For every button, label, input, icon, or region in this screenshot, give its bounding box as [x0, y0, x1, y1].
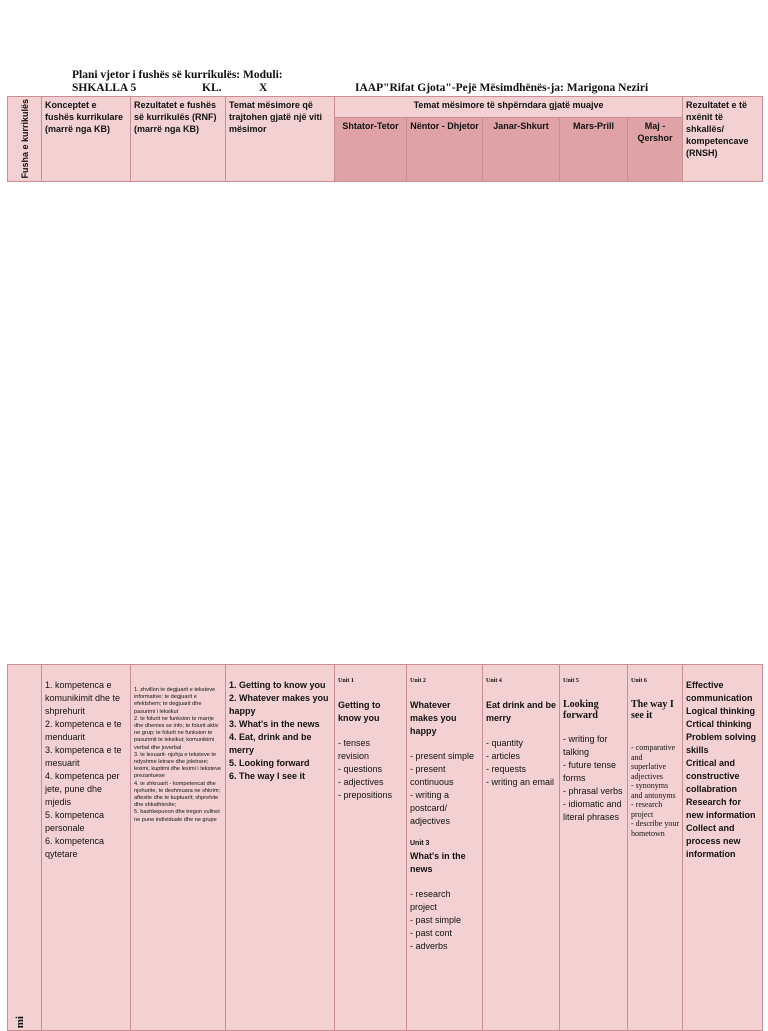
fusha-cell — [8, 665, 42, 1031]
topic-item: - quantity — [486, 738, 524, 748]
nentor-dhjetor-cell — [407, 665, 483, 1031]
unit-topics — [338, 737, 403, 802]
unit-topics — [563, 733, 624, 824]
unit-title: Whatever makes you happy — [410, 700, 457, 736]
month-shtator-tetor: Shtator-Tetor — [335, 117, 407, 181]
temat-header: Temat mësimore që trajtohen gjatë një viti mësimor — [226, 97, 335, 182]
rnf-cell — [131, 665, 226, 1031]
topic-item: - describe your hometown — [631, 819, 679, 838]
competence-item: 3. kompetenca e te mesuarit — [45, 745, 122, 768]
plan-header-table — [7, 96, 763, 182]
competence-item: 4. kompetenca per jete, pune dhe mjedis — [45, 771, 120, 807]
month-maj-qershor: Maj - Qershor — [628, 117, 683, 181]
unit-topics — [410, 750, 479, 828]
theme-item: 5. Looking forward — [229, 758, 310, 768]
topic-item: - prepositions — [338, 790, 393, 800]
rnsh-cell — [683, 665, 763, 1031]
topic-item: - synonyms and antonyms — [631, 781, 676, 800]
unit-title: What's in the news — [410, 851, 466, 874]
rnf-list — [134, 687, 222, 824]
topic-item: - writing an email — [486, 777, 555, 787]
plan-title: Plani vjetor i fushës së kurrikulës: Moduli: — [72, 69, 283, 81]
topic-item: - research project — [410, 889, 451, 912]
fusha-header: Fusha e kurrikulës — [8, 97, 42, 182]
outcome-item: Crtical thinking — [686, 719, 752, 729]
competences-cell — [42, 665, 131, 1031]
unit-topics — [410, 888, 479, 953]
rnf-header: Rezultatet e fushës së kurrikulës (RNF) (marrë nga KB) — [131, 97, 226, 182]
theme-item: 4. Eat, drink and be merry — [229, 732, 312, 755]
shkalla-label: SHKALLA 5 — [72, 82, 137, 94]
topic-item: - questions — [338, 764, 383, 774]
themes-cell — [226, 665, 335, 1031]
outcome-item: Effective communication — [686, 680, 753, 703]
rnf-item: 5. bashkepunon dhe tregon vullnet ne pune individuale dhe ne grupe — [134, 809, 220, 823]
month-nentor-dhjetor: Nëntor - Dhjetor — [407, 117, 483, 181]
shtator-tetor-cell — [335, 665, 407, 1031]
topic-item: - adjectives — [338, 777, 384, 787]
class-label: KL. — [202, 82, 222, 94]
topic-item: - writing a postcard/ adjectives — [410, 790, 451, 826]
rnsh-header: Rezultatet e të nxënit të shkallës/ kompetencave (RNSH) — [683, 97, 763, 182]
rnf-item: 1. zhvillon te degjuarit e teksteve informative; te degjuarit e efektshem; te degjuarit dhe pasurimi i leksikut — [134, 687, 216, 715]
rnf-item: 3. te lexuarit- njohja e teksteve te ndyshme letrare dhe joletrare; leximi, kuptimi dhe leximi i teksteve prezantuese — [134, 751, 222, 780]
janar-shkurt-cell — [483, 665, 560, 1031]
outcome-item: Research for new information — [686, 797, 756, 820]
theme-item: 6. The way I see it — [229, 771, 306, 781]
themes-list — [229, 679, 331, 783]
fusha-side-label: mi — [14, 1015, 26, 1028]
unit-label: Unit 2 — [410, 678, 426, 684]
outcome-item: Logical thinking — [686, 706, 755, 716]
unit-label: Unit 3 — [410, 840, 430, 847]
mars-prill-cell — [560, 665, 628, 1031]
topic-item: - comparative and superlative adjectives — [631, 743, 676, 781]
unit-label: Unit 5 — [563, 678, 579, 684]
topic-item: - tenses revision — [338, 738, 371, 761]
month-mars-prill: Mars-Prill — [560, 117, 628, 181]
plan-content-table — [7, 664, 763, 1031]
unit-label: Unit 4 — [486, 678, 502, 684]
topic-item: - adverbs — [410, 941, 448, 951]
competence-item: 2. kompetenca e te menduarit — [45, 719, 122, 742]
competence-item: 1. kompetenca e komunikimit dhe te shprehurit — [45, 680, 121, 716]
unit-title: Getting to know you — [338, 700, 381, 723]
theme-item: 1. Getting to know you — [229, 680, 326, 690]
konceptet-header: Konceptet e fushës kurrikulare (marrë nga KB) — [42, 97, 131, 182]
outcome-item: Collect and process new information — [686, 823, 741, 859]
competence-item: 6. kompetenca qytetare — [45, 836, 105, 859]
topic-item: - research project — [631, 800, 663, 819]
topic-item: - present continuous — [410, 764, 454, 787]
topic-item: - past cont — [410, 928, 453, 938]
topic-item: - articles — [486, 751, 521, 761]
topic-item: - past simple — [410, 915, 462, 925]
unit-title: Eat drink and be merry — [486, 700, 557, 723]
maj-qershor-cell — [628, 665, 683, 1031]
topic-item: - requests — [486, 764, 527, 774]
topic-item: - phrasal verbs - idiomatic and literal phrases — [563, 786, 623, 822]
outcome-item: Problem solving skills — [686, 732, 757, 755]
unit-topics — [631, 743, 679, 838]
unit-title: The way I see it — [631, 699, 674, 721]
unit-title: Looking forward — [563, 699, 599, 721]
unit-label: Unit 1 — [338, 678, 354, 684]
month-janar-shkurt: Janar-Shkurt — [483, 117, 560, 181]
topic-item: - writing for talking — [563, 734, 608, 757]
topic-item: - future tense forms — [563, 760, 617, 783]
unit-label: Unit 6 — [631, 678, 647, 684]
temat-shperndara-header: Temat mësimore të shpërndara gjatë muajve — [335, 97, 683, 118]
class-value: X — [259, 82, 268, 94]
competences-list — [45, 679, 127, 861]
outcomes-list — [686, 679, 759, 861]
rnf-item: 4. te shkruarit - kompetencat dhe njohurite, te deshmuara ne shkrim; aftesite dhe te kuptuarit; shprehite dhe shkathtesite; — [134, 780, 221, 809]
competence-item: 5. kompetenca personale — [45, 810, 105, 833]
school-teacher-line: IAAP"Rifat Gjota"-Pejë Mësimdhënës-ja: Marigona Neziri — [355, 82, 649, 94]
topic-item: - present simple — [410, 751, 475, 761]
unit-topics — [486, 737, 556, 789]
outcome-item: Critical and constructive collabration — [686, 758, 740, 794]
theme-item: 3. What's in the news — [229, 719, 320, 729]
rnf-item: 2. te folurit ne funksion te marrje dhe dhenies se info; te folurit aktiv ne grup; te folurit ne funksion te pasurimit te leksikut; komunikimi verbal dhe joverbal — [134, 715, 219, 751]
theme-item: 2. Whatever makes you happy — [229, 693, 329, 716]
